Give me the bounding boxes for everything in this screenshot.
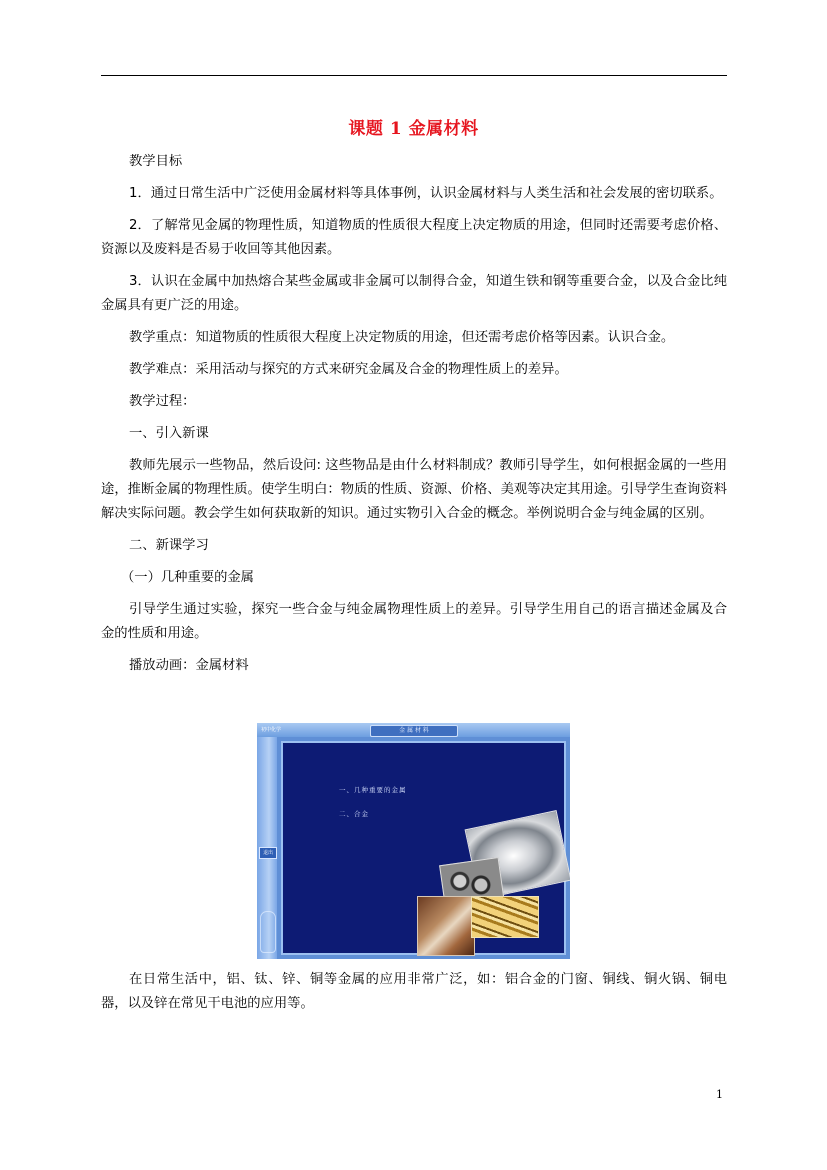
subsection-heading-metals: （一）几种重要的金属 [121,570,254,585]
section-heading-intro: 一、引入新课 [129,426,209,441]
paragraph-metal-uses: 在日常生活中，铝、钛、锌、铜等金属的应用非常广泛，如：铝合金的门窗、铜线、铜火锅、铜电器，以及锌在常见干电池的应用等。 [101,972,727,1011]
metal-materials-slide-image [257,723,570,959]
paragraph-animation: 播放动画：金属材料 [129,658,249,673]
slide-title-tab: 金 属 材 料 [370,725,458,737]
paragraph-goal-1: 1．通过日常生活中广泛使用金属材料等具体事例，认识金属材料与人类生活和社会发展的密切联系。 [129,186,723,201]
section-heading-new-lesson: 二、新课学习 [129,538,209,553]
paragraph-difficulties: 教学难点：采用活动与探究的方式来研究金属及合金的物理性质上的差异。 [129,362,568,377]
paragraph-key-points: 教学重点：知道物质的性质很大程度上决定物质的用途，但还需考虑价格等因素。认识合金。 [129,330,675,345]
flask-icon [260,911,276,953]
page-title: 课题 1 金属材料 [348,119,479,139]
slide-top-bar [257,723,570,737]
header-rule [101,75,727,76]
paragraph-process: 教学过程： [129,394,196,409]
slide-exit-button: 退出 [259,847,277,859]
copper-rod-photo [417,896,475,956]
paragraph-goal-3: 3．认识在金属中加热熔合某些金属或非金属可以制得合金，知道生铁和钢等重要合金，以及合金比纯金属具有更广泛的用途。 [101,274,727,313]
paragraph-goal-2: 2．了解常见金属的物理性质，知道物质的性质很大程度上决定物质的用途，但同时还需要考虑价格、资源以及废料是否易于收回等其他因素。 [101,218,727,257]
brass-tubes-photo [471,896,539,938]
page-number: 1 [716,1088,723,1101]
slide-item-alloys: 二、合金 [339,810,369,818]
slide-item-metals: 一、几种重要的金属 [339,786,407,794]
slide-left-bar [257,737,277,959]
body-text [101,150,727,678]
paragraph-teaching-goals: 教学目标 [129,154,183,169]
paragraph-intro: 教师先展示一些物品，然后设问: 这些物品是由什么材料制成？教师引导学生，如何根据金属的一些用途，推断金属的物理性质。使学生明白：物质的性质、资源、价格、美观等决定其用途。引导学生查询资料解决实际问题。教会学生如何获取新的知识。通过实物引入合金的概念。举例说明合金与纯金属的区别。 [101,458,727,521]
body-text-after-image [101,968,727,1016]
slide-brand-label: 初中化学 [261,727,282,733]
paragraph-experiment: 引导学生通过实验，探究一些合金与纯金属物理性质上的差异。引导学生用自己的语言描述金属及合金的性质和用途。 [101,602,727,641]
